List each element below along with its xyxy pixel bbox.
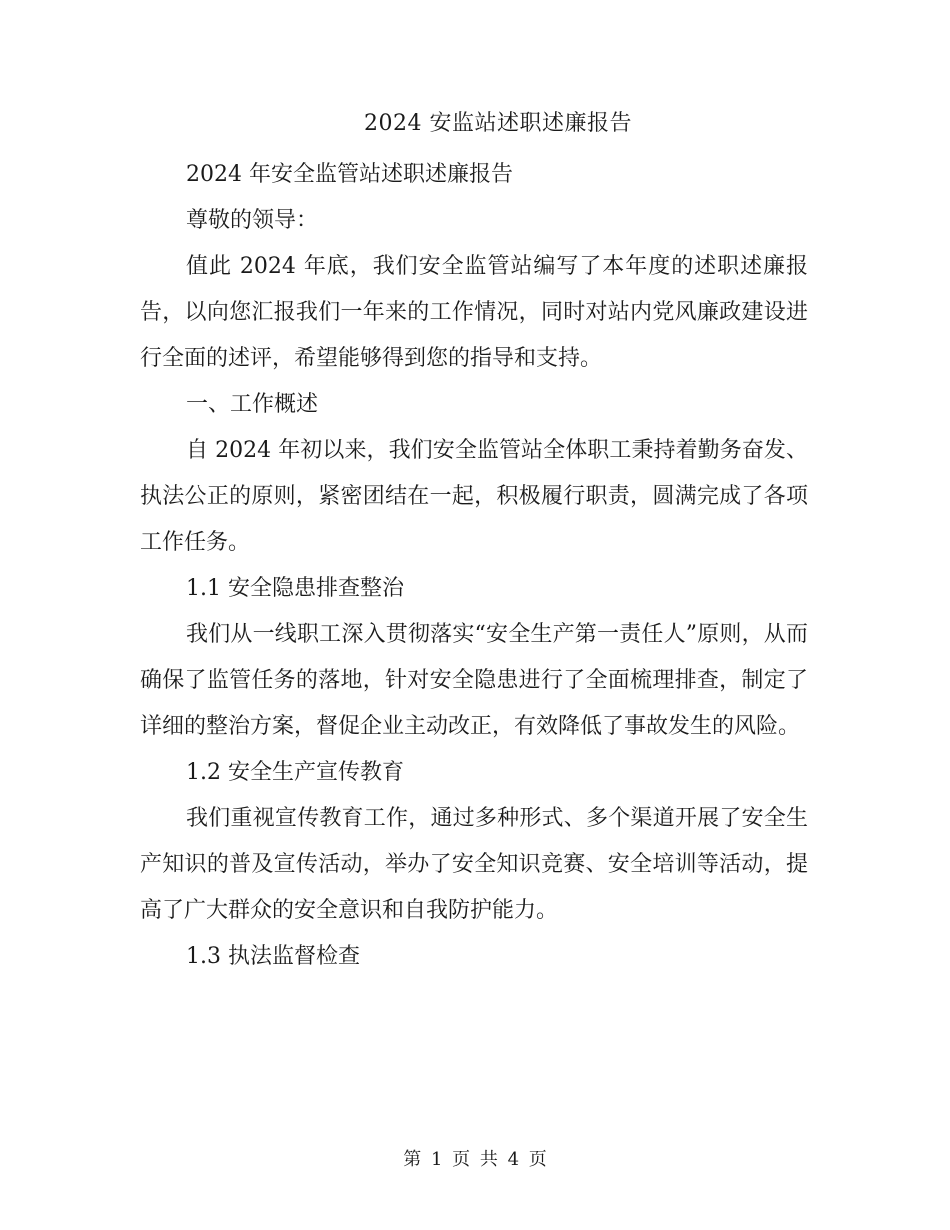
subsection-heading-1-3: 1.3 执法监督检查 <box>186 944 360 969</box>
intro-paragraph: 值此 2024 年底，我们安全监管站编写了本年度的述职述廉报告，以向您汇报我们一年来的工作情况，同时对站内党风廉政建设进行全面的述评，希望能够得到您的指导和支持。 <box>140 254 808 371</box>
section-heading-overview: 一、工作概述 <box>186 392 319 417</box>
subsection-heading-1-2: 1.2 安全生产宣传教育 <box>186 760 404 785</box>
page-number-footer: 第 1 页 共 4 页 <box>403 1149 547 1170</box>
subsection-paragraph-1-1: 我们从一线职工深入贯彻落实“安全生产第一责任人”原则，从而确保了监管任务的落地，针对安全隐患进行了全面梳理排查，制定了详细的整治方案，督促企业主动改正，有效降低了事故发生的风险。 <box>140 622 808 739</box>
overview-paragraph: 自 2024 年初以来，我们安全监管站全体职工秉持着勤务奋发、执法公正的原则，紧密团结在一起，积极履行职责，圆满完成了各项工作任务。 <box>140 438 808 555</box>
document-body <box>140 152 808 980</box>
document-title: 2024 安监站述职述廉报告 <box>364 111 632 136</box>
subsection-paragraph-1-2: 我们重视宣传教育工作，通过多种形式、多个渠道开展了安全生产知识的普及宣传活动，举办了安全知识竞赛、安全培训等活动，提高了广大群众的安全意识和自我防护能力。 <box>140 806 808 923</box>
subtitle-paragraph: 2024 年安全监管站述职述廉报告 <box>186 162 513 187</box>
salutation-paragraph: 尊敬的领导： <box>186 208 319 233</box>
subsection-heading-1-1: 1.1 安全隐患排查整治 <box>186 576 404 601</box>
